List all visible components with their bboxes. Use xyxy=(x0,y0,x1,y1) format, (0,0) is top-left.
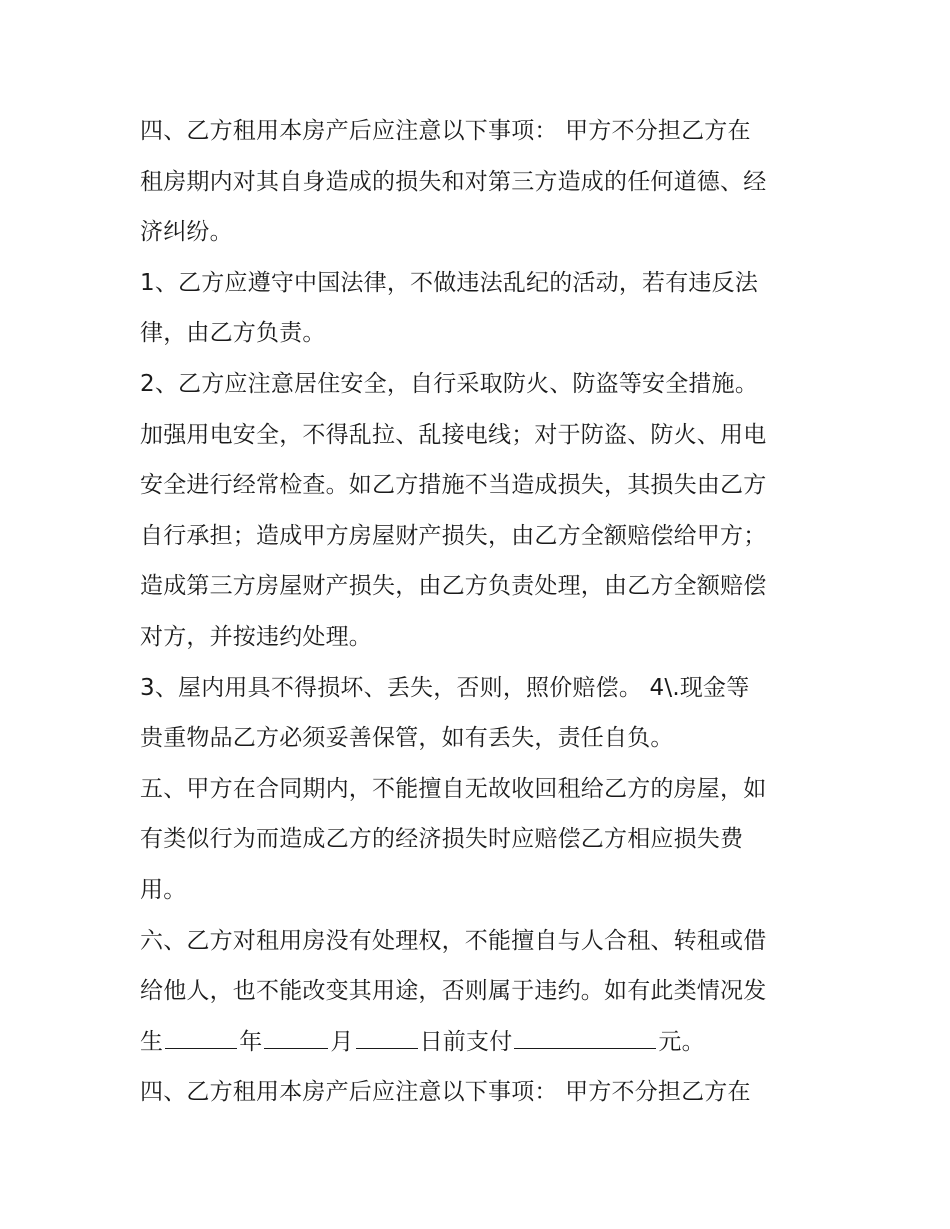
amount-blank xyxy=(514,1018,656,1049)
text-line: 四、乙方租用本房产后应注意以下事项： 甲方不分担乙方在 xyxy=(140,118,751,144)
month-blank xyxy=(264,1018,328,1049)
text-line: 3、屋内用具不得损坏、丢失，否则，照价赔偿。 4\.现金等 xyxy=(140,674,750,701)
paragraph-section-four-repeat xyxy=(140,1067,815,1118)
document-body xyxy=(140,106,815,1118)
text-line: 有类似行为而造成乙方的经济损失时应赔偿乙方相应损失费 xyxy=(140,826,744,853)
fill-in-date-line xyxy=(140,1017,815,1068)
text-line: 给他人，也不能改变其用途，否则属于违约。如有此类情况发 xyxy=(140,978,767,1005)
fill-start-text: 生 xyxy=(140,1028,164,1055)
text-line: 用。 xyxy=(140,876,187,903)
paragraph-section-six xyxy=(140,916,815,1068)
paragraph-item-2 xyxy=(140,359,815,663)
text-line: 造成第三方房屋财产损失，由乙方负责处理，由乙方全额赔偿 xyxy=(140,573,767,600)
text-line: 贵重物品乙方必须妥善保管，如有丢失，责任自负。 xyxy=(140,725,674,752)
text-line: 对方，并按违约处理。 xyxy=(140,623,372,650)
text-line: 五、甲方在合同期内，不能擅自无故收回租给乙方的房屋，如 xyxy=(140,775,767,802)
day-blank xyxy=(356,1018,418,1049)
text-line: 加强用电安全，不得乱拉、乱接电线；对于防盗、防火、用电 xyxy=(140,421,767,448)
text-line: 自行承担；造成甲方房屋财产损失，由乙方全额赔偿给甲方； xyxy=(140,522,767,549)
paragraph-section-four xyxy=(140,106,815,258)
text-line: 济纠纷。 xyxy=(140,219,233,246)
paragraph-item-1 xyxy=(140,258,815,359)
year-blank xyxy=(165,1018,237,1049)
unit-label: 元。 xyxy=(658,1028,705,1055)
year-label: 年 xyxy=(239,1028,263,1055)
month-label: 月 xyxy=(330,1028,354,1055)
text-line: 律，由乙方负责。 xyxy=(140,320,326,347)
text-line: 六、乙方对租用房没有处理权，不能擅自与人合租、转租或借 xyxy=(140,927,767,954)
text-line: 2、乙方应注意居住安全，自行采取防火、防盗等安全措施。 xyxy=(140,370,759,397)
text-line: 四、乙方租用本房产后应注意以下事项： 甲方不分担乙方在 xyxy=(140,1079,751,1106)
text-line: 1、乙方应遵守中国法律，不做违法乱纪的活动，若有违反法 xyxy=(140,269,759,296)
paragraph-section-five xyxy=(140,764,815,916)
text-line: 安全进行经常检查。如乙方措施不当造成损失，其损失由乙方 xyxy=(140,472,767,499)
paragraph-item-3 xyxy=(140,663,815,764)
day-pay-label: 日前支付 xyxy=(419,1028,513,1055)
text-line: 租房期内对其自身造成的损失和对第三方造成的任何道德、经 xyxy=(140,168,767,195)
